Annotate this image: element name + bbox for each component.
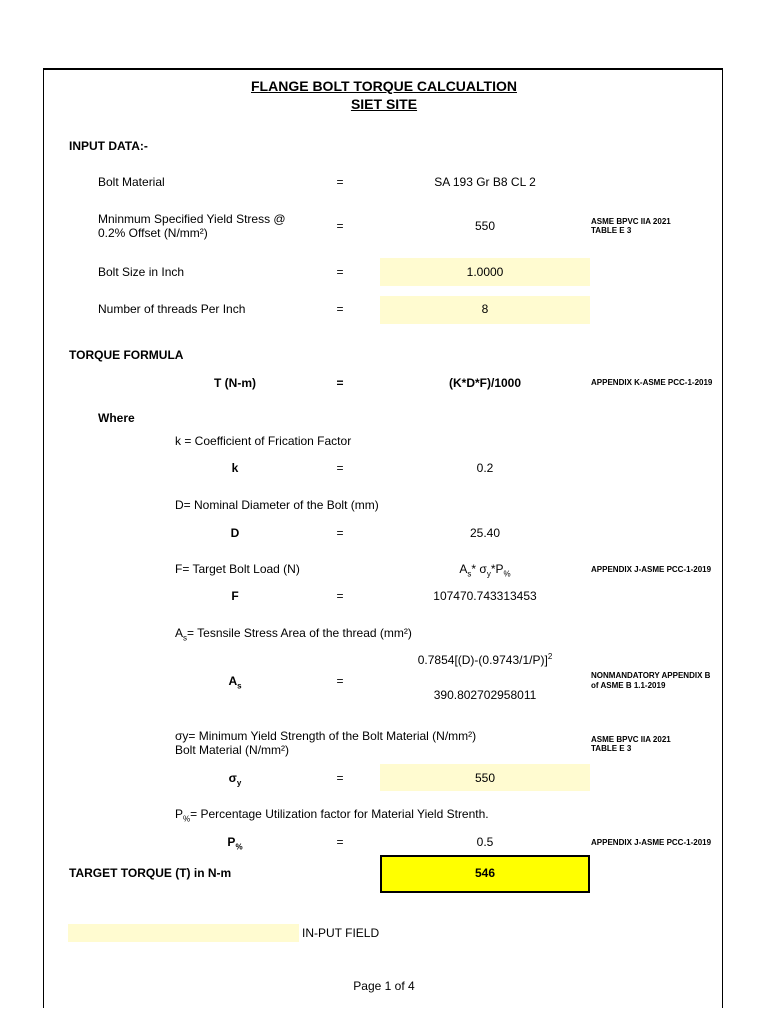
f-value: 107470.743313453: [433, 589, 537, 603]
k-description: k = Coefficient of Frication Factor: [175, 434, 352, 448]
yield-stress-label-line1: Mninmum Specified Yield Stress @: [98, 212, 286, 226]
p-symbol: $P_{\%}$: [227, 835, 243, 852]
bolt-size-value[interactable]: 1.0000: [466, 265, 504, 279]
sy-symbol: $\sigma_y$: [228, 771, 242, 788]
as-description: $A_s=$ Tesnsile Stress Area of the thread (mm²): [175, 626, 412, 643]
torque-formula-equals: =: [336, 376, 344, 390]
as-ref-line1: NONMANDATORY APPENDIX B: [591, 671, 711, 680]
f-equals: =: [336, 589, 344, 603]
threads-value[interactable]: 8: [481, 302, 489, 316]
threads-label: Number of threads Per Inch: [98, 302, 246, 316]
torque-formula-heading: TORQUE FORMULA: [69, 348, 184, 362]
page-subtitle: SIET SITE: [350, 96, 418, 112]
bolt-material-label: Bolt Material: [98, 175, 165, 189]
as-formula: $0.7854[(D)-(0.9743/1/P)]^2$: [417, 652, 553, 667]
d-value: 25.40: [469, 526, 501, 540]
d-symbol: D: [230, 526, 240, 540]
input-field-swatch: [68, 924, 299, 942]
k-symbol: k: [231, 461, 239, 475]
k-value: 0.2: [476, 461, 494, 475]
torque-formula: (K*D*F)/1000: [448, 376, 522, 390]
bolt-material-equals: =: [336, 175, 344, 189]
page-number: Page 1 of 4: [353, 979, 415, 993]
input-field-legend: IN-PUT FIELD: [302, 926, 380, 940]
yield-stress-label-line2: 0.2% Offset (N/mm²): [98, 226, 208, 240]
input-data-heading: INPUT DATA:-: [69, 139, 148, 153]
p-value: 0.5: [476, 835, 494, 849]
sy-equals: =: [336, 771, 344, 785]
sy-description-line2: Bolt Material (N/mm²): [175, 743, 290, 757]
as-ref-line2: of ASME B 1.1-2019: [591, 681, 666, 690]
yield-stress-value: 550: [474, 219, 496, 233]
yield-stress-ref-line2: TABLE E 3: [591, 226, 632, 235]
sy-ref-line1: ASME BPVC IIA 2021: [591, 735, 671, 744]
where-label: Where: [98, 411, 135, 425]
d-description: D= Nominal Diameter of the Bolt (mm): [175, 498, 379, 512]
target-torque-value: 546: [474, 866, 496, 880]
threads-equals: =: [336, 302, 344, 316]
f-description: F= Target Bolt Load (N): [175, 562, 300, 576]
p-equals: =: [336, 835, 344, 849]
bolt-size-equals: =: [336, 265, 344, 279]
bolt-size-label: Bolt Size in Inch: [98, 265, 185, 279]
bolt-material-value: SA 193 Gr B8 CL 2: [434, 175, 536, 189]
f-symbol: F: [231, 589, 239, 603]
sy-value[interactable]: 550: [474, 771, 496, 785]
k-equals: =: [336, 461, 344, 475]
p-description: $P_{\%}=$ Percentage Utilization factor for Material Yield Strenth.: [175, 807, 489, 824]
as-equals: =: [336, 674, 344, 688]
as-symbol: $A_s$: [228, 674, 242, 691]
d-equals: =: [336, 526, 344, 540]
f-formula: $A_s*$ $\sigma_y*P_{\%}$: [459, 562, 511, 579]
yield-stress-equals: =: [336, 219, 344, 233]
sy-description-line1: σy= Minimum Yield Strength of the Bolt Material (N/mm²): [175, 729, 477, 743]
torque-formula-ref: APPENDIX K-ASME PCC-1-2019: [591, 378, 713, 387]
as-value: 390.802702958011: [433, 688, 537, 702]
f-ref: APPENDIX J-ASME PCC-1-2019: [591, 565, 712, 574]
sy-ref-line2: TABLE E 3: [591, 744, 632, 753]
p-ref: APPENDIX J-ASME PCC-1-2019: [591, 838, 712, 847]
torque-formula-label: T (N-m): [214, 376, 256, 390]
yield-stress-ref-line1: ASME BPVC IIA 2021: [591, 217, 671, 226]
page-title: FLANGE BOLT TORQUE CALCUALTION: [251, 78, 517, 94]
target-torque-label: TARGET TORQUE (T) in N-m: [69, 866, 232, 880]
